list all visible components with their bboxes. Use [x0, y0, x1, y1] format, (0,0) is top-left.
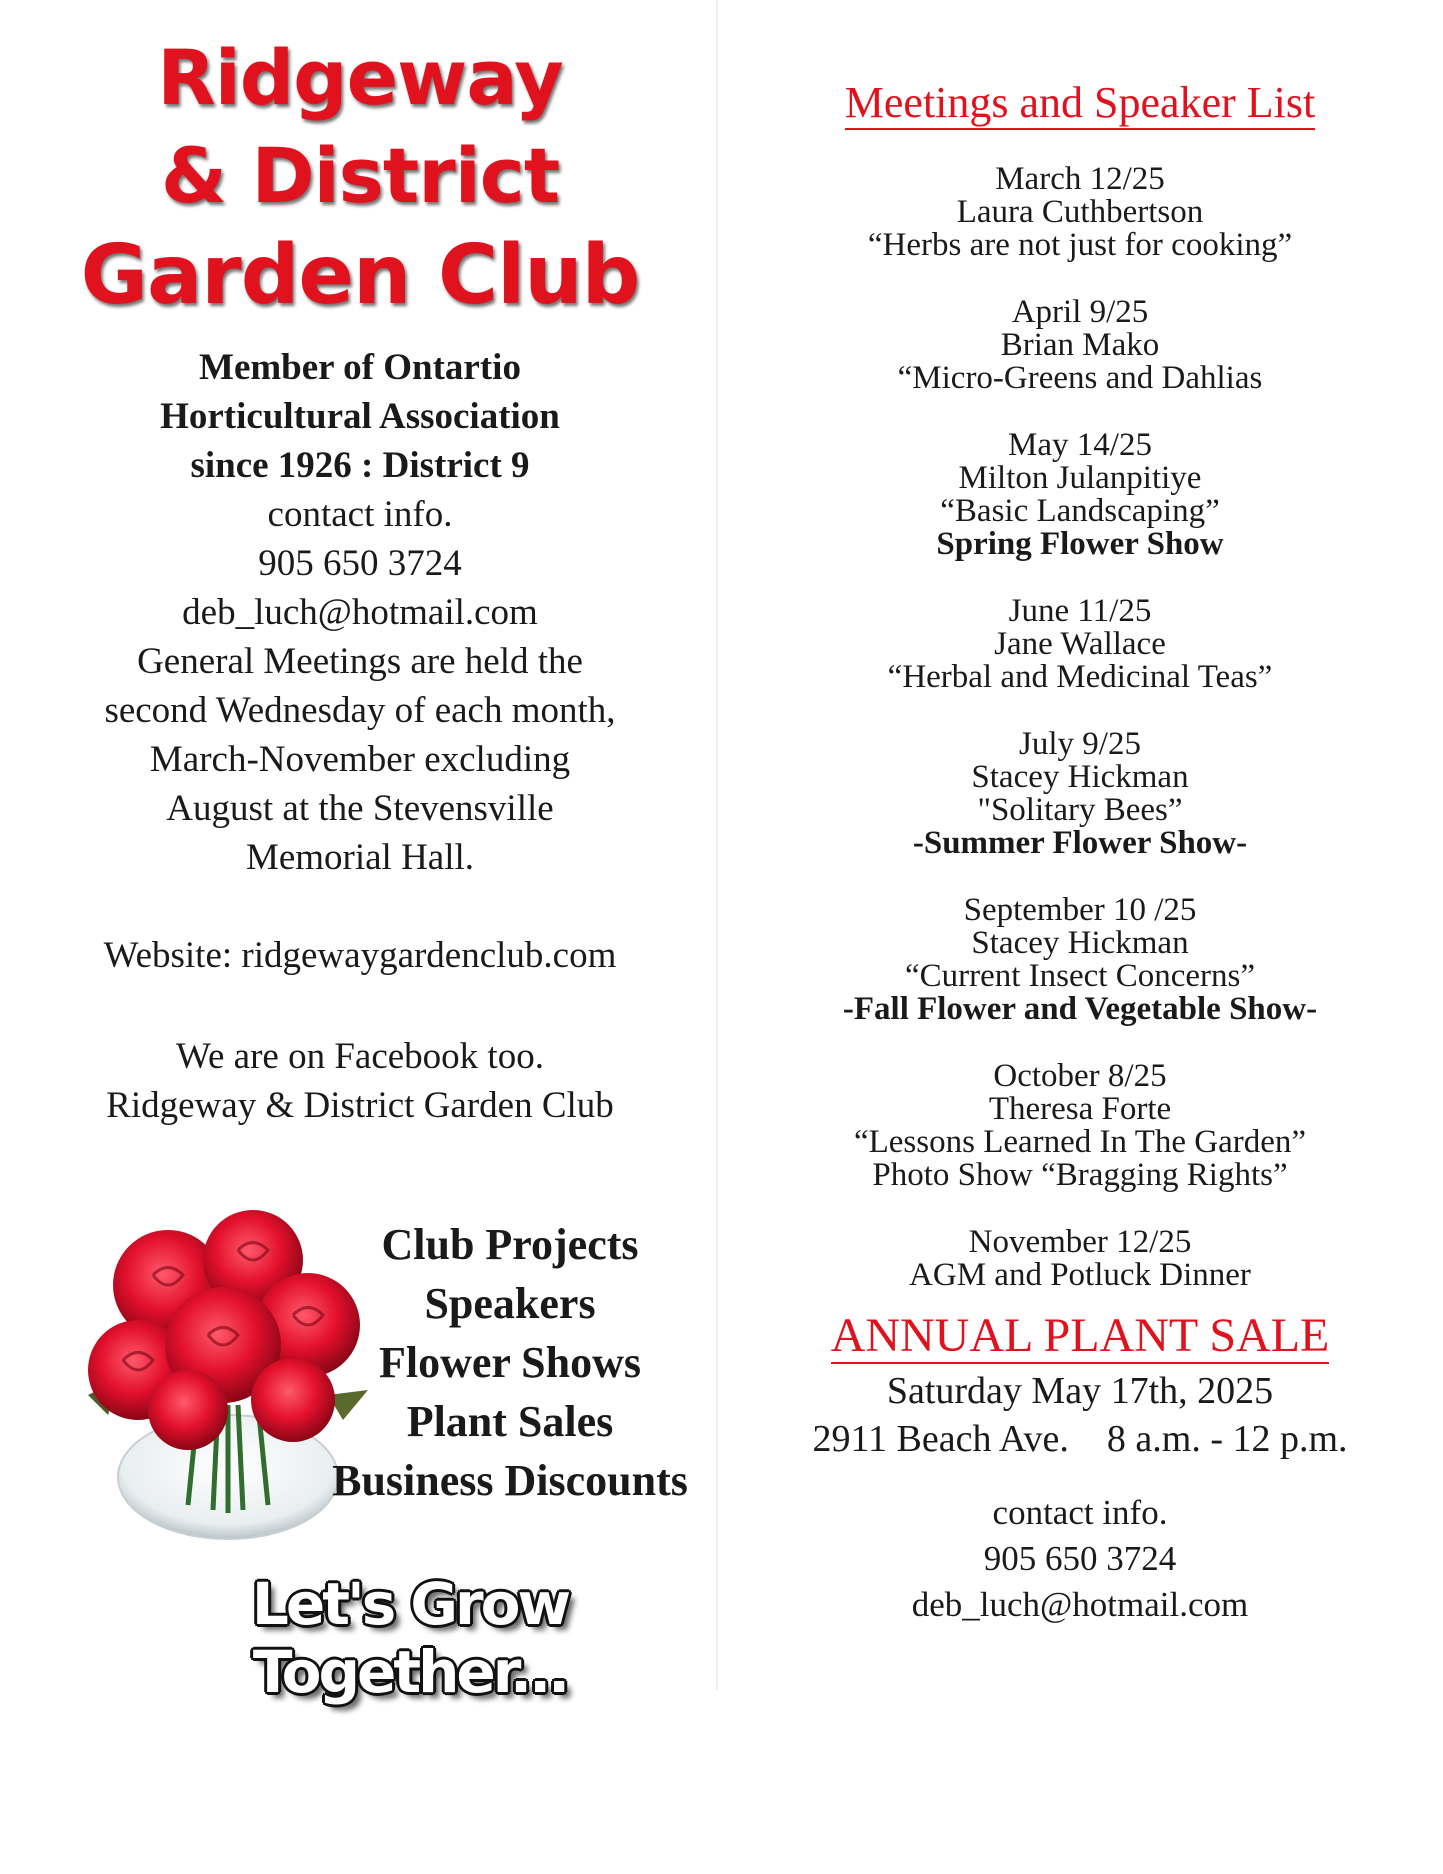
meeting-entry-september: [760, 894, 1400, 1026]
speaker-list-heading: [760, 78, 1400, 128]
plant-sale-heading: [760, 1310, 1400, 1362]
meeting-info-line-3: March-November excluding: [149, 739, 571, 780]
meeting-date: July 9/25: [1019, 726, 1141, 762]
project-item: Flower Shows: [379, 1338, 641, 1387]
facebook-line-1: We are on Facebook too.: [176, 1036, 544, 1077]
club-title-line-2: & District: [160, 131, 560, 220]
meeting-speaker: Brian Mako: [1000, 327, 1160, 363]
facebook-line-2: Ridgeway & District Garden Club: [106, 1085, 614, 1126]
meeting-entry-may: [760, 429, 1400, 561]
club-info: [40, 343, 680, 980]
contact-phone: 905 650 3724: [258, 543, 462, 584]
member-line-3: since 1926 : District 9: [190, 445, 530, 486]
meeting-date: April 9/25: [1011, 294, 1149, 330]
footer-contact: [760, 1490, 1400, 1628]
contact-phone: 905 650 3724: [983, 1539, 1177, 1578]
meeting-entry-march: [760, 163, 1400, 262]
plant-sale-date: Saturday May 17th, 2025: [886, 1370, 1274, 1412]
meeting-entry-april: [760, 296, 1400, 395]
plant-sale-location-time: 2911 Beach Ave. 8 a.m. - 12 p.m.: [812, 1418, 1348, 1460]
meeting-entry-june: [760, 595, 1400, 694]
club-title-line-3: Garden Club: [80, 228, 640, 323]
meeting-entry-november: [760, 1226, 1400, 1292]
club-projects-list: [280, 1215, 740, 1510]
project-item: Plant Sales: [406, 1397, 614, 1446]
meeting-info-line-5: Memorial Hall.: [245, 837, 475, 878]
meeting-date: June 11/25: [1008, 593, 1152, 629]
member-line-1: Member of Ontartio: [199, 347, 521, 388]
meeting-entry-july: [760, 728, 1400, 860]
meeting-speaker: Stacey Hickman: [971, 925, 1189, 961]
meeting-topic: “Herbs are not just for cooking”: [867, 227, 1293, 263]
tagline: Let's Grow Together...: [251, 1570, 569, 1706]
facebook-info: [40, 1032, 680, 1130]
meeting-date: May 14/25: [1008, 427, 1152, 463]
contact-email: deb_luch@hotmail.com: [182, 592, 538, 633]
meeting-info-line-2: second Wednesday of each month,: [104, 690, 616, 731]
plant-sale-heading-text: ANNUAL PLANT SALE: [830, 1309, 1330, 1362]
meeting-topic: "Solitary Bees”: [977, 792, 1183, 828]
meeting-topic: “Current Insect Concerns”: [904, 958, 1256, 994]
meeting-info-line-4: August at the Stevensville: [166, 788, 554, 829]
meeting-note: -Summer Flower Show-: [912, 825, 1248, 861]
contact-label: contact info.: [992, 1493, 1168, 1532]
member-line-2: Horticultural Association: [160, 396, 560, 437]
website-line: Website: ridgewaygardenclub.com: [103, 935, 617, 976]
meeting-speaker: Theresa Forte: [988, 1091, 1172, 1127]
meeting-speaker: Jane Wallace: [994, 626, 1166, 662]
meeting-speaker: AGM and Potluck Dinner: [909, 1257, 1251, 1293]
meeting-entry-october: [760, 1060, 1400, 1192]
meeting-speaker: Laura Cuthbertson: [956, 194, 1204, 230]
meeting-date: November 12/25: [968, 1224, 1192, 1260]
project-item: Speakers: [424, 1279, 596, 1328]
speaker-list-heading-text: Meetings and Speaker List: [845, 78, 1315, 130]
meeting-topic: “Lessons Learned In The Garden”: [853, 1124, 1307, 1160]
project-item: Business Discounts: [332, 1456, 688, 1505]
meeting-date: October 8/25: [993, 1058, 1167, 1094]
meeting-date: September 10 /25: [963, 892, 1197, 928]
meeting-topic: “Micro-Greens and Dahlias: [897, 360, 1263, 396]
meeting-date: March 12/25: [995, 161, 1165, 197]
meeting-note: Photo Show “Bragging Rights”: [872, 1157, 1288, 1193]
contact-email: deb_luch@hotmail.com: [911, 1585, 1249, 1624]
meeting-info-line-1: General Meetings are held the: [137, 641, 583, 682]
meeting-list: [760, 163, 1400, 1326]
meeting-topic: “Herbal and Medicinal Teas”: [887, 659, 1273, 695]
meeting-speaker: Stacey Hickman: [971, 759, 1189, 795]
project-item: Club Projects: [381, 1220, 639, 1269]
meeting-note: -Fall Flower and Vegetable Show-: [842, 991, 1318, 1027]
meeting-speaker: Milton Julanpitiye: [958, 460, 1202, 496]
contact-label: contact info.: [267, 494, 453, 535]
meeting-topic: “Basic Landscaping”: [940, 493, 1220, 529]
club-title-line-1: Ridgeway: [157, 33, 563, 122]
meeting-note: Spring Flower Show: [936, 526, 1224, 562]
